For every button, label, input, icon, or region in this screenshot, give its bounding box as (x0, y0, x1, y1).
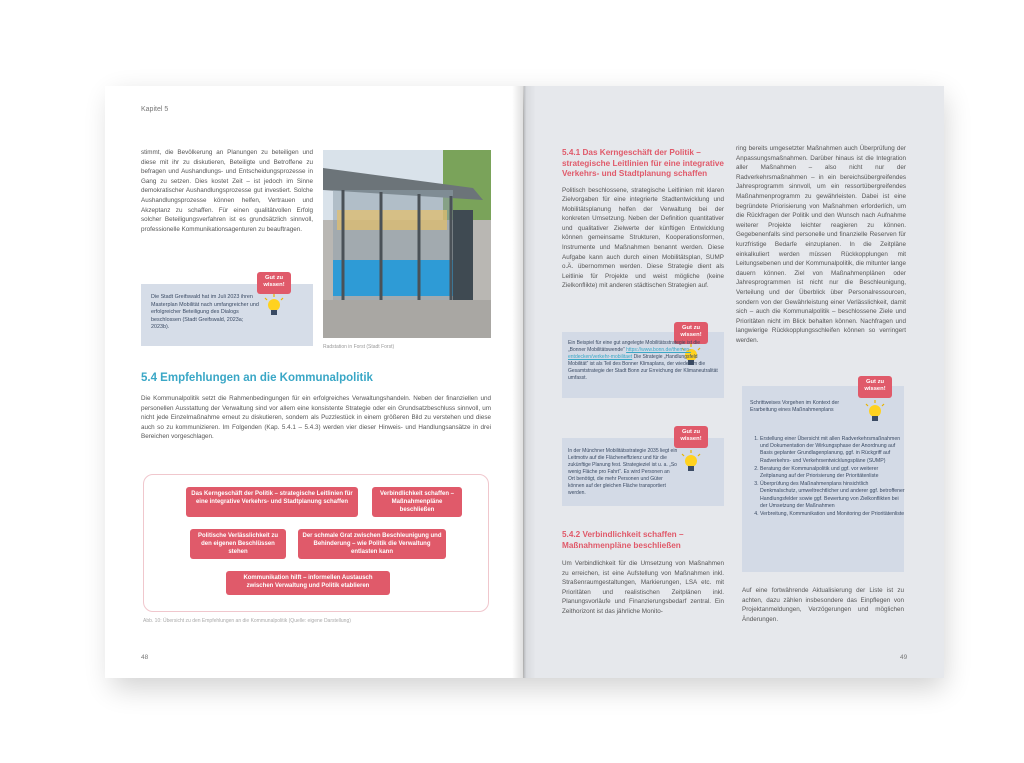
tip-intro: Schrittweises Vorgehen im Kontext der Erarbeitung eines Maßnahmenplans (750, 400, 840, 413)
heading-5-4-1: 5.4.1 Das Kerngeschäft der Politik – strategische Leitlinien für eine integrative Verkehrs- und Stadtplanung schaffen (562, 148, 724, 178)
recommendations-diagram (143, 474, 489, 612)
tip-steps-list (750, 436, 906, 519)
left-page (105, 86, 523, 678)
lightbulb-icon (680, 450, 702, 474)
section-paragraph: Die Kommunalpolitik setzt die Rahmenbedingungen für ein erfolgreiches Verwaltungshandeln. Neben der finanziellen und personellen Ausstattung der Verwaltung sind vor allem eine konsistente Strategie oder ein Grundsatzbeschluss sinnvoll, um nicht jede Einzelmaßnahme erneut zu diskutieren, sondern als Puzzlestück in einem größeren Bild zu verstehen und diese auch so zu kommunizieren. Im Folgenden (Kap. 5.4.1 – 5.4.3) werden vier dieser Hinweis- und Handlungsansätze in drei Bereichen vorgeschlagen. (141, 395, 491, 441)
tip-text: Die Stadt Greifswald hat im Juli 2023 ihren Masterplan Mobilität nach umfangreicher und erfolgreicher Beteiligung des Dialogs beschlossen (Stadt Greifswald, 2023a; 2023b). (151, 294, 259, 331)
tip-box-massnahmenplan (742, 379, 905, 572)
paragraph-col2-end: Auf eine fortwährende Aktualisierung der Liste ist zu achten, dazu zählen insbesondere das Einpflegen von Projektanmeldungen, Verzögerungen und möglichen Änderungen. (742, 587, 904, 623)
tip-step: 3. Überprüfung des Maßnahmenplans hinsichtlich Denkmalschutz, umweltrechtlicher und anderer ggf. betroffener Handlungsfelder sowie ggf. Bewertung von Zielkonflikten bei der Umsetzung der Maßnahmen (760, 481, 906, 510)
gut-zu-wissen-badge: Gut zu wissen! (858, 376, 892, 398)
diagram-item: Politische Verlässlichkeit zu den eigenen Beschlüssen stehen (190, 529, 286, 559)
paragraph-5-4-1: Politisch beschlossene, strategische Leitlinien mit klaren Zielvorgaben für eine integrierte Stadtentwicklung und Mobilitätsplanung helfen der Verwaltung bei der konkreten Umsetzung. Neben der Definition quantitativer und qualitativer Zielwerte der künftigen Entwicklung können gemeinsame Strukturen, Kooperationsformen, Instrumente und Maßnahmen benannt werden. Diese Aufgabe kann auch durch einen Mobilitätsplan, SUMP o.Ä. übernommen werden. Diese Strategie dient als Leitlinie für Projekte und weist mögliche (keine Zielkonflikte) mit anderen städtischen Strategien auf. (562, 186, 724, 290)
bike-shelter-image (323, 150, 491, 338)
page-number-left: 48 (141, 654, 149, 661)
tip-text: In der Münchner Mobilitätsstrategie 2035 liegt ein Leitmotiv auf die Flächeneffizienz und für die zukünftige Planung fest. Strategieziel ist u. a. „So wenig Fläche pro Fahrt“. Es wird Personen an Ort benötigt, die mehr Personen und Güter können auf der gleichen Fläche transportiert werden. (568, 448, 678, 496)
tip-box-bonn (562, 325, 724, 398)
tip-step: 1. Erstellung einer Übersicht mit allen Radverkehrsmaßnahmen und Dokumentation der Wirkungsphase der Anordnung auf Basis geplanter Grundlagenplanung, ggf. in Rückgriff auf Radverkehrs- und Verkehrsentwicklungspläne (SUMP) (760, 436, 906, 465)
gut-zu-wissen-badge: Gut zu wissen! (674, 426, 708, 448)
figure-caption: Abb. 10: Übersicht zu den Empfehlungen an die Kommunalpolitik (Quelle: eigene Darstellung) (143, 618, 351, 624)
section-heading: 5.4 Empfehlungen an die Kommunalpolitik (141, 372, 373, 384)
paragraph-col2: ring bereits umgesetzter Maßnahmen auch Überprüfung der Anpassungsmaßnahmen. Darüber hinaus ist die Integration aller Maßnahmen – also nicht nur der Radverkehrsmaßnahmen – in ein bereichsübergreifendes Jahresprogramm sinnvoll, um ein ressortübergreifendes Maßnahmenprogramm zu gewährleisten. Dabei ist eine begründete Priorisierung von Maßnahmen erforderlich, um die Rückfragen der Politik und den Wunsch nach Aufnahme weiterer Projekte leichter reagieren zu können. Gegebenenfalls sind personelle und finanzielle Reserven für kurzfristige Bedarfe einzuplanen. In die Zeitpläne einkalkuliert werden müssen Rückkopplungen mit Leitungsebenen und der Kommunalpolitik, die mitunter lange dauern können. Ziel von Maßnahmenplänen oder Jahresprogrammen ist nicht nur die Beschleunigung, Verteilung und der Überblick über Personalressourcen, sondern von der Gewährleistung einer Verlässlichkeit, damit sich – auch die Kommunalpolitik – beschlossene Ziele und Prioritäten nicht im Blick behalten können. Nachfragen und langwierige Rückkopplungsschleifen können so verringert werden. (736, 145, 906, 344)
paragraph-5-4-2: Um Verbindlichkeit für die Umsetzung von Maßnahmen zu erreichen, ist eine Aufstellung von Maßnahmen inkl. Straßenraumgestaltungen, Markierungen, LSA etc. mit Prioritäten und realistischen Zeitplänen inkl. Planungsvorläufe und Finanzierungsbedarf zentral. Ein Zeithorizont ist das jährliche Monito- (562, 560, 724, 615)
tip-step: 2. Beratung der Kommunalpolitik und ggf. vor weiterer Zeitplanung auf der Priorisierung der Prioritätenliste (760, 466, 906, 480)
bonn-link[interactable]: https://www.bonn.de/themen-entdecken/verkehr-mobilitaet (568, 347, 691, 360)
column-1 (562, 148, 724, 291)
photo-caption: Radstation in Forst (Stadt Forst) (323, 344, 395, 350)
right-page (524, 86, 944, 678)
book-spine (512, 86, 536, 678)
heading-5-4-2: 5.4.2 Verbindlichkeit schaffen – Maßnahmenpläne beschließen (562, 530, 684, 550)
tip-box-muenchen (562, 429, 724, 506)
tip-step: 4. Verbreitung, Kommunikation und Monitoring der Prioritätenliste (760, 511, 906, 518)
page-number-right: 49 (900, 654, 908, 661)
bike-station-photo (323, 150, 491, 338)
lightbulb-icon (864, 400, 886, 424)
gut-zu-wissen-badge: Gut zu wissen! (257, 272, 291, 294)
lightbulb-icon (263, 294, 285, 318)
column-2 (736, 144, 906, 345)
tip-text-2: Die Strategie „Handlungsfeld Mobilität“ ist als Teil des Bonner Klimaplans, der wiederum die Gesamtstrategie der Stadt Bonn zur Erreichung der Klimaneutralität umfasst. (568, 354, 718, 381)
diagram-item: Das Kerngeschäft der Politik – strategische Leitlinien für eine integrative Verkehrs- und Stadtplanung schaffen (186, 487, 358, 517)
gut-zu-wissen-badge: Gut zu wissen! (674, 322, 708, 344)
diagram-item: Der schmale Grat zwischen Beschleunigung und Behinderung – wie Politik die Verwaltung entlasten kann (298, 529, 446, 559)
chapter-label: Kapitel 5 (141, 106, 169, 113)
section-5-4-2 (562, 530, 724, 617)
intro-paragraph: stimmt, die Bevölkerung an Planungen zu beteiligen und diese mit ihr zu diskutieren, Beteiligte und Betroffene zu befragen und Aushandlungs- und Entscheidungsprozesse in Gang zu setzen. Dies kostet Zeit – ist jedoch im Sinne demokratischer Aushandlungsprozesse gut investiert. Solche Aushandlungsprozesse können helfen, Vertrauen und Akzeptanz zu schaffen. Für einen qualitätvollen Erfolg solcher Beteiligungsverfahren ist es grundsätzlich sinnvoll, professionelle Kommunikationsagenturen zu beauftragen. (141, 149, 313, 233)
diagram-item: Kommunikation hilft – informellen Austausch zwischen Verwaltung und Politik etablieren (226, 571, 390, 595)
tip-text: Ein Beispiel für eine gut angelegte Mobilitätsstrategie ist die „Bonner Mobilitätswende“ (568, 340, 701, 353)
diagram-item: Verbindlichkeit schaffen – Maßnahmenpläne beschließen (372, 487, 462, 517)
tip-box-greifswald (141, 275, 313, 346)
